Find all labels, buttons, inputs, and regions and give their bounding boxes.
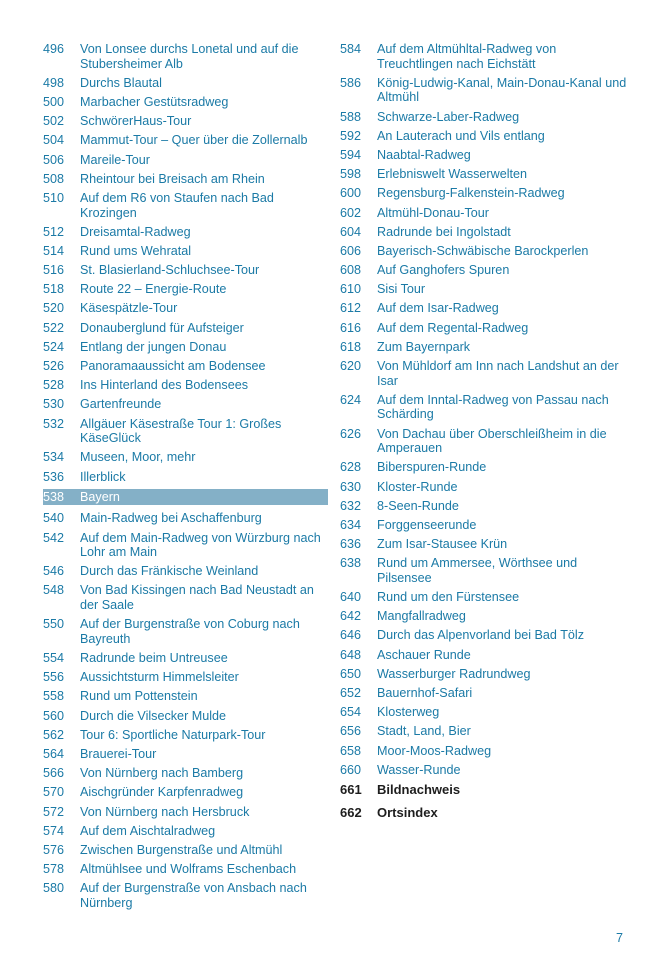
toc-entry[interactable] — [43, 301, 328, 316]
toc-entry[interactable] — [340, 460, 630, 475]
toc-entry[interactable] — [43, 689, 328, 704]
toc-title: Ortsindex — [377, 804, 438, 820]
toc-page-number: 642 — [340, 609, 362, 624]
toc-page-number: 630 — [340, 479, 362, 494]
toc-entry[interactable] — [43, 805, 328, 820]
toc-entry[interactable] — [340, 806, 630, 821]
toc-title: Aischgründer Karpfenradweg — [80, 785, 244, 800]
toc-entry[interactable] — [340, 686, 630, 701]
toc-page-number: 550 — [43, 617, 65, 632]
toc-entry[interactable] — [340, 763, 630, 778]
toc-page-number: 506 — [43, 152, 65, 167]
toc-title: Auf dem Aischtalradweg — [80, 823, 216, 838]
toc-entry[interactable] — [340, 590, 630, 605]
toc-title: Mareile-Tour — [80, 152, 150, 167]
toc-page-number: 658 — [340, 743, 362, 758]
toc-page-number: 620 — [340, 359, 362, 373]
toc-page-number: 540 — [43, 511, 65, 526]
toc-entry[interactable] — [340, 518, 630, 533]
toc-entry[interactable] — [340, 783, 630, 798]
toc-title: Klosterweg — [377, 705, 440, 720]
toc-title: Mangfallradweg — [377, 609, 466, 624]
toc-title: Zwischen Burgenstraße und Altmühl — [80, 842, 283, 857]
toc-entry[interactable] — [340, 282, 630, 297]
toc-entry[interactable] — [43, 651, 328, 666]
toc-title: Kloster-Runde — [377, 479, 458, 494]
toc-title: Rund um Pottenstein — [80, 689, 198, 704]
toc-page-number: 580 — [43, 881, 65, 896]
toc-page-number: 586 — [340, 75, 362, 90]
toc-title: Bauernhof-Safari — [377, 686, 473, 700]
page-number: 7 — [616, 931, 624, 945]
toc-title: Forggenseerunde — [377, 517, 477, 532]
toc-title: Altmühlsee und Wolframs Eschenbach — [80, 862, 297, 877]
toc-title: An Lauterach und Vils entlang — [377, 128, 545, 143]
toc-entry[interactable] — [340, 301, 630, 316]
toc-entry[interactable] — [340, 148, 630, 163]
toc-entry[interactable] — [43, 244, 328, 259]
toc-section-header[interactable] — [43, 489, 328, 506]
toc-title: Rund ums Wehratal — [80, 243, 192, 258]
toc-title: SchwörerHaus-Tour — [80, 114, 192, 129]
toc-title: Auf dem Regental-Radweg — [377, 320, 529, 335]
toc-entry[interactable] — [43, 42, 328, 71]
toc-title: Wasserburger Radrundweg — [377, 666, 531, 681]
toc-title: Durch das Fränkische Weinland — [80, 564, 259, 579]
toc-page-number: 661 — [340, 782, 362, 798]
toc-entry[interactable] — [340, 427, 630, 456]
toc-entry[interactable] — [43, 670, 328, 685]
toc-page-number: 662 — [340, 804, 362, 820]
toc-entry[interactable] — [43, 76, 328, 91]
toc-entry[interactable] — [340, 537, 630, 552]
toc-title: Aschauer Runde — [377, 647, 471, 662]
toc-page-number: 598 — [340, 167, 362, 182]
toc-page-number: 538 — [43, 489, 65, 504]
toc-title: Von Dachau über Oberschleißheim in die Amperauen — [377, 426, 607, 456]
toc-page-number: 650 — [340, 666, 362, 681]
toc-entry[interactable] — [43, 511, 328, 526]
toc-entry[interactable] — [43, 785, 328, 800]
toc-entry[interactable] — [340, 705, 630, 720]
toc-page-number: 576 — [43, 842, 65, 857]
toc-page-number: 516 — [43, 263, 65, 278]
toc-page-number: 654 — [340, 705, 362, 720]
toc-page-number: 592 — [340, 128, 362, 143]
toc-entry[interactable] — [340, 167, 630, 182]
toc-title: Aussichtsturm Himmelsleiter — [80, 670, 239, 685]
toc-entry[interactable] — [43, 862, 328, 877]
toc-title: Von Lonsee durchs Lonetal und auf die Stubersheimer Alb — [80, 42, 299, 71]
toc-entry[interactable] — [43, 114, 328, 129]
toc-page-number: 632 — [340, 498, 362, 513]
toc-title: Von Nürnberg nach Bamberg — [80, 766, 244, 781]
toc-entry[interactable] — [43, 583, 328, 612]
toc-entry[interactable] — [340, 556, 630, 585]
toc-title: Panoramaaussicht am Bodensee — [80, 359, 266, 373]
toc-page-number: 648 — [340, 647, 362, 662]
toc-entry[interactable] — [340, 340, 630, 355]
toc-page-number: 604 — [340, 224, 362, 239]
toc-title: Moor-Moos-Radweg — [377, 743, 492, 758]
toc-page-number: 512 — [43, 224, 65, 239]
toc-title: Wasser-Runde — [377, 762, 461, 777]
toc-page-number: 522 — [43, 320, 65, 335]
toc-page-number: 652 — [340, 686, 362, 700]
toc-title: Stadt, Land, Bier — [377, 724, 471, 739]
toc-title: Biberspuren-Runde — [377, 460, 487, 475]
toc-page-number: 546 — [43, 564, 65, 579]
toc-entry[interactable] — [43, 225, 328, 240]
toc-page-number: 640 — [340, 590, 362, 605]
toc-title: Brauerei-Tour — [80, 746, 157, 761]
toc-entry[interactable] — [340, 42, 630, 71]
toc-title: Durchs Blautal — [80, 75, 162, 90]
toc-entry[interactable] — [340, 76, 630, 105]
toc-title: Zum Isar-Stausee Krün — [377, 537, 508, 552]
toc-entry[interactable] — [43, 153, 328, 168]
toc-page-number: 518 — [43, 282, 65, 297]
toc-page-number: 656 — [340, 724, 362, 739]
toc-page-number: 496 — [43, 42, 65, 56]
toc-entry[interactable] — [43, 709, 328, 724]
toc-title: Main-Radweg bei Aschaffenburg — [80, 511, 262, 526]
toc-entry[interactable] — [43, 824, 328, 839]
toc-entry[interactable] — [340, 359, 630, 388]
toc-page-number: 606 — [340, 243, 362, 258]
toc-page-number: 618 — [340, 339, 362, 354]
toc-entry[interactable] — [43, 378, 328, 393]
toc-title: Route 22 – Energie-Route — [80, 282, 227, 297]
toc-page-number: 558 — [43, 689, 65, 704]
toc-entry[interactable] — [340, 480, 630, 495]
toc-page-number: 502 — [43, 114, 65, 129]
toc-page-number: 548 — [43, 583, 65, 598]
toc-entry[interactable] — [43, 191, 328, 220]
toc-entry[interactable] — [43, 843, 328, 858]
toc-title: Rund um den Fürstensee — [377, 590, 520, 605]
toc-page-number: 600 — [340, 186, 362, 201]
toc-entry[interactable] — [340, 724, 630, 739]
toc-page-number: 646 — [340, 628, 362, 643]
toc-page-number: 638 — [340, 556, 362, 571]
toc-page-number: 570 — [43, 785, 65, 800]
toc-entry[interactable] — [43, 397, 328, 412]
toc-page-number: 536 — [43, 469, 65, 484]
toc-entry[interactable] — [43, 95, 328, 110]
toc-entry[interactable] — [340, 648, 630, 663]
toc-title: Entlang der jungen Donau — [80, 339, 227, 354]
toc-entry[interactable] — [340, 744, 630, 759]
toc-page-number: 526 — [43, 359, 65, 373]
toc-page-number: 624 — [340, 392, 362, 407]
toc-page-number: 532 — [43, 416, 65, 431]
toc-title: Mammut-Tour – Quer über die Zollernalb — [80, 133, 308, 148]
toc-entry[interactable] — [340, 129, 630, 144]
toc-entry[interactable] — [43, 263, 328, 278]
toc-title: Radrunde bei Ingolstadt — [377, 224, 511, 239]
toc-entry[interactable] — [43, 470, 328, 485]
toc-title: Durch die Vilsecker Mulde — [80, 708, 227, 723]
toc-entry[interactable] — [340, 609, 630, 624]
toc-page-number: 510 — [43, 190, 65, 205]
toc-entry[interactable] — [340, 206, 630, 221]
toc-entry[interactable] — [43, 172, 328, 187]
toc-left-column — [43, 42, 328, 915]
toc-title: Dreisamtal-Radweg — [80, 224, 191, 239]
toc-title: Auf dem Main-Radweg von Würzburg nach Lohr am Main — [80, 530, 321, 560]
toc-title: Marbacher Gestütsradweg — [80, 94, 229, 109]
toc-title: Von Mühldorf am Inn nach Landshut an der Isar — [377, 359, 619, 388]
toc-page-number: 588 — [340, 109, 362, 124]
toc-title: Auf der Burgenstraße von Coburg nach Bayreuth — [80, 617, 300, 646]
toc-entry[interactable] — [43, 728, 328, 743]
toc-page-number: 530 — [43, 397, 65, 412]
toc-entry[interactable] — [340, 110, 630, 125]
toc-page-number: 572 — [43, 804, 65, 819]
toc-entry[interactable] — [340, 225, 630, 240]
toc-entry[interactable] — [340, 321, 630, 336]
toc-page-number: 602 — [340, 205, 362, 220]
toc-entry[interactable] — [43, 766, 328, 781]
toc-entry[interactable] — [43, 564, 328, 579]
toc-title: Rund um Ammersee, Wörthsee und Pilsensee — [377, 556, 578, 585]
toc-entry[interactable] — [340, 186, 630, 201]
toc-title: Museen, Moor, mehr — [80, 450, 196, 465]
toc-page-number: 626 — [340, 426, 362, 441]
toc-title: Auf Ganghofers Spuren — [377, 263, 510, 278]
toc-entry[interactable] — [43, 340, 328, 355]
toc-title: St. Blasierland-Schluchsee-Tour — [80, 263, 260, 278]
toc-title: Radrunde beim Untreusee — [80, 651, 228, 666]
toc-page-number: 578 — [43, 862, 65, 877]
toc-entry[interactable] — [43, 881, 328, 910]
toc-entry[interactable] — [340, 393, 630, 422]
toc-title: Rheintour bei Breisach am Rhein — [80, 171, 265, 186]
toc-page-number: 534 — [43, 450, 65, 465]
toc-page-number: 660 — [340, 762, 362, 777]
toc-title: König-Ludwig-Kanal, Main-Donau-Kanal und Altmühl — [377, 75, 627, 105]
toc-title: Von Bad Kissingen nach Bad Neustadt an der Saale — [80, 583, 314, 613]
toc-title: Bayern — [80, 489, 120, 504]
toc-title: Ins Hinterland des Bodensees — [80, 378, 249, 393]
toc-page-number: 616 — [340, 320, 362, 335]
toc-entry[interactable] — [43, 617, 328, 646]
toc-title: Auf dem Isar-Radweg — [377, 301, 499, 316]
toc-entry[interactable] — [340, 499, 630, 514]
toc-title: Bayerisch-Schwäbische Barockperlen — [377, 243, 589, 258]
toc-entry[interactable] — [340, 263, 630, 278]
toc-page-number: 524 — [43, 339, 65, 354]
toc-entry[interactable] — [43, 417, 328, 446]
toc-page-number: 594 — [340, 147, 362, 162]
toc-page-number: 574 — [43, 823, 65, 838]
toc-title: Auf der Burgenstraße von Ansbach nach Nürnberg — [80, 881, 307, 910]
toc-page-number: 560 — [43, 708, 65, 723]
toc-entry[interactable] — [43, 531, 328, 560]
toc-page-number: 528 — [43, 378, 65, 393]
toc-page-number: 514 — [43, 243, 65, 258]
toc-page-number: 612 — [340, 301, 362, 316]
toc-title: Regensburg-Falkenstein-Radweg — [377, 186, 565, 201]
toc-entry[interactable] — [340, 628, 630, 643]
toc-page-number: 628 — [340, 460, 362, 475]
toc-entry[interactable] — [43, 359, 328, 374]
toc-title: Durch das Alpenvorland bei Bad Tölz — [377, 628, 584, 643]
toc-entry[interactable] — [43, 450, 328, 465]
toc-page-number: 562 — [43, 727, 65, 742]
toc-title: Erlebniswelt Wasserwelten — [377, 167, 528, 182]
toc-entry[interactable] — [43, 747, 328, 762]
toc-page-number: 504 — [43, 133, 65, 148]
toc-page-number: 554 — [43, 651, 65, 666]
toc-title: Sisi Tour — [377, 282, 426, 297]
toc-page-number: 508 — [43, 171, 65, 186]
toc-title: Gartenfreunde — [80, 397, 162, 412]
toc-entry[interactable] — [340, 667, 630, 682]
toc-title: Zum Bayernpark — [377, 339, 471, 354]
toc-page-number: 556 — [43, 670, 65, 685]
toc-page-number: 610 — [340, 282, 362, 297]
toc-page-number: 566 — [43, 766, 65, 781]
toc-entry[interactable] — [43, 282, 328, 297]
toc-page-number: 636 — [340, 537, 362, 552]
toc-title: Altmühl-Donau-Tour — [377, 205, 489, 220]
toc-page-number: 500 — [43, 94, 65, 109]
toc-right-column — [340, 42, 630, 829]
toc-title: 8-Seen-Runde — [377, 498, 459, 513]
toc-title: Donauberglund für Aufsteiger — [80, 320, 244, 335]
toc-title: Tour 6: Sportliche Naturpark-Tour — [80, 727, 266, 742]
toc-title: Von Nürnberg nach Hersbruck — [80, 804, 250, 819]
toc-entry[interactable] — [43, 321, 328, 336]
toc-title: Naabtal-Radweg — [377, 147, 471, 162]
toc-entry[interactable] — [340, 244, 630, 259]
toc-page-number: 542 — [43, 530, 65, 545]
toc-page-number: 634 — [340, 517, 362, 532]
toc-page-number: 564 — [43, 746, 65, 761]
toc-page-number: 498 — [43, 75, 65, 90]
toc-title: Illerblick — [80, 469, 126, 484]
toc-page-number: 584 — [340, 42, 362, 56]
toc-title: Auf dem Altmühltal-Radweg von Treuchtlingen nach Eichstätt — [377, 42, 557, 71]
toc-title: Auf dem R6 von Staufen nach Bad Krozingen — [80, 190, 274, 220]
toc-title: Schwarze-Laber-Radweg — [377, 109, 520, 124]
toc-entry[interactable] — [43, 133, 328, 148]
toc-title: Käsespätzle-Tour — [80, 301, 178, 316]
toc-title: Auf dem Inntal-Radweg von Passau nach Schärding — [377, 392, 609, 422]
toc-title: Bildnachweis — [377, 782, 461, 798]
toc-page-number: 520 — [43, 301, 65, 316]
toc-title: Allgäuer Käsestraße Tour 1: Großes KäseGlück — [80, 416, 282, 446]
toc-page-number: 608 — [340, 263, 362, 278]
